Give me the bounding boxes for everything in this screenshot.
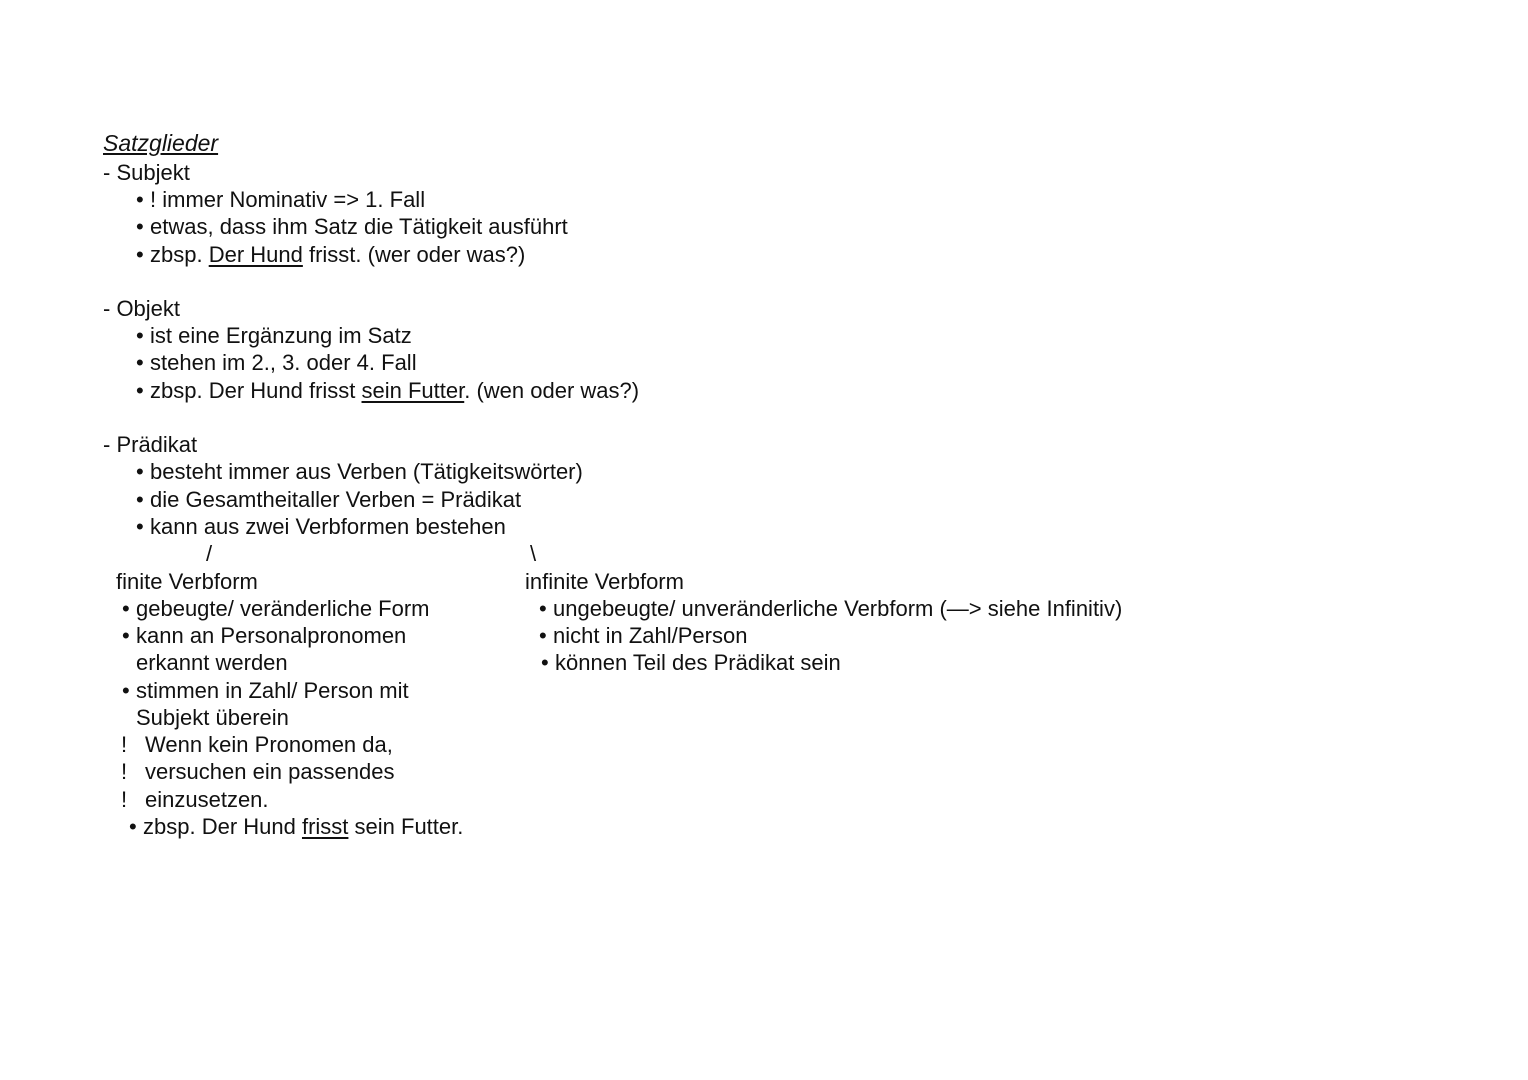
finite-bullet-2-cont: erkannt werden [136, 650, 288, 675]
praedikat-bullet-1: • besteht immer aus Verben (Tätigkeitswörter) [136, 458, 583, 485]
objekt-bullet-1: • ist eine Ergänzung im Satz [136, 322, 412, 349]
infinite-bullet-2: • nicht in Zahl/Person [539, 622, 747, 649]
infinite-bullet-1: • ungebeugte/ unveränderliche Verbform (—> siehe Infinitiv) [539, 595, 1122, 622]
finite-bullet-4: • zbsp. Der Hund frisst sein Futter. [129, 813, 463, 840]
finite-note-2: ! versuchen ein passendes [121, 759, 395, 784]
finite-bullet-3: • stimmen in Zahl/ Person mit [122, 677, 409, 704]
subjekt-example-underline: Der Hund [208, 242, 303, 267]
objekt-heading: - Objekt [103, 296, 181, 321]
infinite-bullet-3: • können Teil des Prädikat sein [541, 649, 841, 676]
branch-slash-right: \ [530, 541, 537, 566]
praedikat-heading: - Prädikat [103, 432, 198, 457]
finite-bullet-1: • gebeugte/ veränderliche Form [122, 595, 430, 622]
objekt-bullet-2: • stehen im 2., 3. oder 4. Fall [136, 349, 417, 376]
praedikat-bullet-3: • kann aus zwei Verbformen bestehen [136, 513, 506, 540]
finite-note-3: ! einzusetzen. [121, 787, 269, 812]
subjekt-bullet-3: • zbsp. Der Hund frisst. (wer oder was?) [136, 241, 525, 268]
finite-note-1: ! Wenn kein Pronomen da, [121, 732, 393, 757]
exclamation-mark: ! [121, 787, 128, 812]
subjekt-heading: - Subjekt [103, 160, 190, 185]
praedikat-bullet-2: • die Gesamtheitaller Verben = Prädikat [136, 486, 521, 513]
exclamation-mark: ! [121, 759, 128, 784]
finite-bullet-2: • kann an Personalpronomen [122, 622, 406, 649]
branch-slash-left: / [206, 541, 213, 566]
infinite-heading: infinite Verbform [525, 569, 684, 594]
finite-heading: finite Verbform [116, 569, 258, 594]
finite-example-underline: frisst [301, 814, 349, 839]
subjekt-bullet-2: • etwas, dass ihm Satz die Tätigkeit ausführt [136, 213, 568, 240]
objekt-example-underline: sein Futter [361, 378, 465, 403]
objekt-bullet-3: • zbsp. Der Hund frisst sein Futter. (wen oder was?) [136, 377, 639, 404]
exclamation-mark: ! [121, 732, 128, 757]
finite-bullet-3-cont: Subjekt überein [136, 705, 289, 730]
subjekt-bullet-1: • ! immer Nominativ => 1. Fall [136, 186, 425, 213]
page-title: Satzglieder [103, 130, 219, 156]
